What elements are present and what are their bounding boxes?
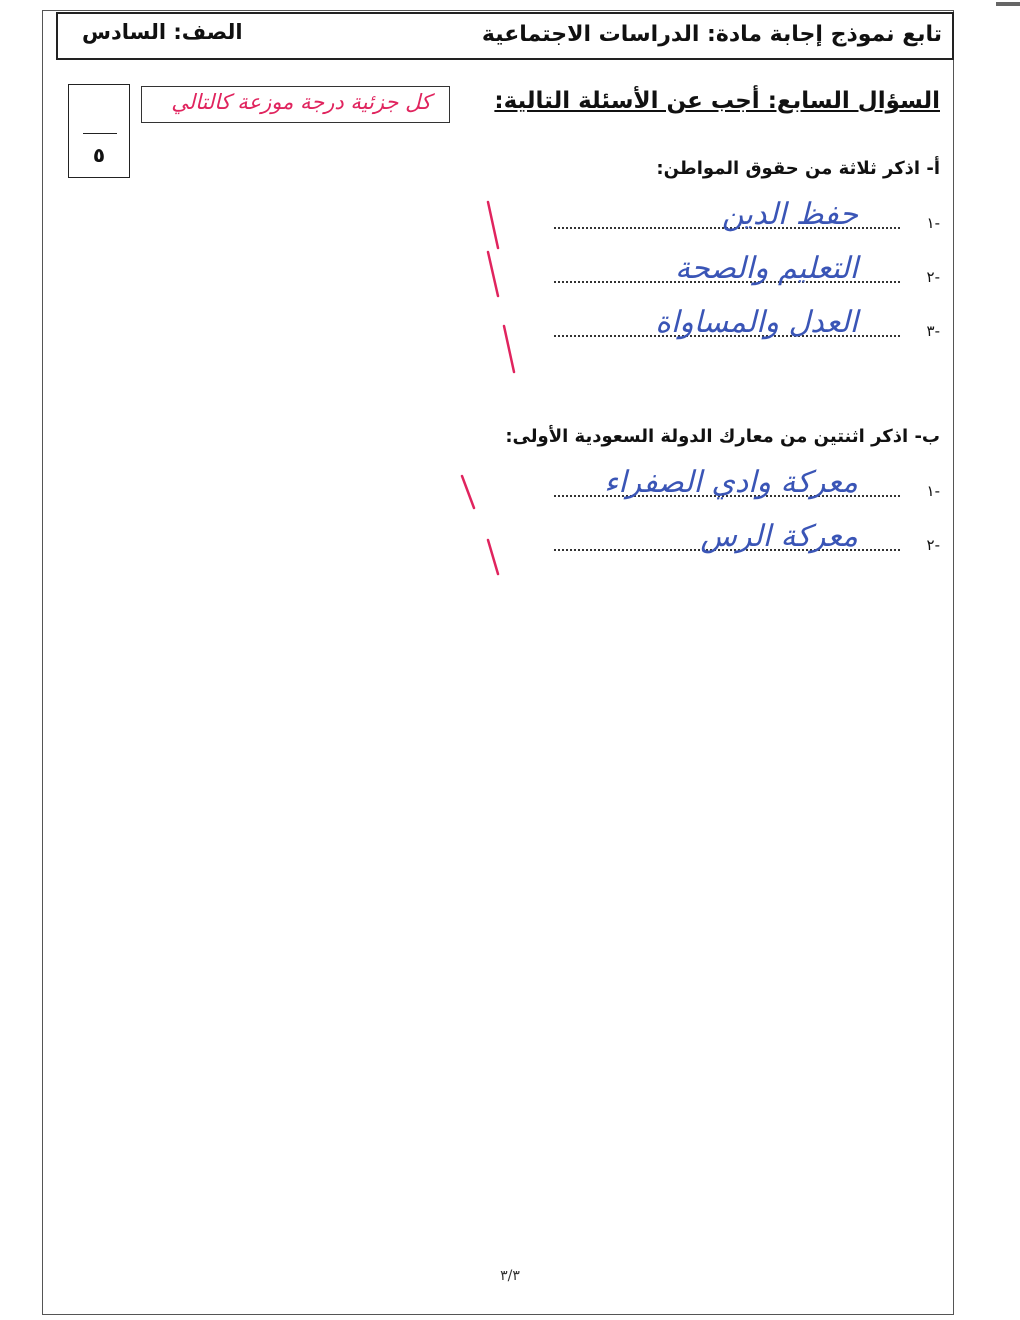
red-check-mark	[484, 534, 504, 594]
page-number: ٣/٣	[500, 1268, 520, 1284]
score-divider	[83, 133, 117, 134]
part-b-answer-2	[540, 520, 940, 560]
red-check-mark	[500, 320, 520, 380]
answer-number: -٢	[926, 536, 940, 554]
score-box	[68, 84, 130, 178]
grading-note-box	[141, 86, 450, 123]
handwritten-answer: العدل والمساواة	[655, 305, 858, 340]
header-grade: الصف: السادس	[82, 20, 243, 44]
part-b-answer-1	[540, 466, 940, 506]
grading-note-text: كل جزئية درجة موزعة كالتالي	[171, 90, 431, 114]
part-b-prompt: ب- اذكر اثنتين من معارك الدولة السعودية الأولى:	[505, 426, 940, 447]
score-total: ٥	[92, 143, 106, 167]
red-check-mark	[458, 470, 478, 530]
question-title: السؤال السابع: أجب عن الأسئلة التالية:	[494, 88, 940, 114]
answer-number: -٢	[926, 268, 940, 286]
handwritten-answer: حفظ الدين	[721, 197, 858, 232]
part-a-answer-3	[540, 306, 940, 346]
handwritten-answer: التعليم والصحة	[675, 251, 858, 286]
handwritten-answer: معركة الرس	[700, 519, 858, 554]
header-title: تابع نموذج إجابة مادة: الدراسات الاجتماعية	[481, 22, 942, 47]
handwritten-answer: معركة وادي الصفراء	[604, 465, 858, 500]
header-bar	[56, 12, 954, 60]
answer-number: -٣	[926, 322, 940, 340]
red-check-mark	[484, 246, 504, 306]
part-a-prompt: أ- اذكر ثلاثة من حقوق المواطن:	[656, 158, 940, 179]
part-a-answer-1	[540, 198, 940, 238]
answer-number: -١	[926, 482, 940, 500]
part-a-answer-2	[540, 252, 940, 292]
scan-edge-mark	[996, 2, 1020, 6]
answer-number: -١	[926, 214, 940, 232]
